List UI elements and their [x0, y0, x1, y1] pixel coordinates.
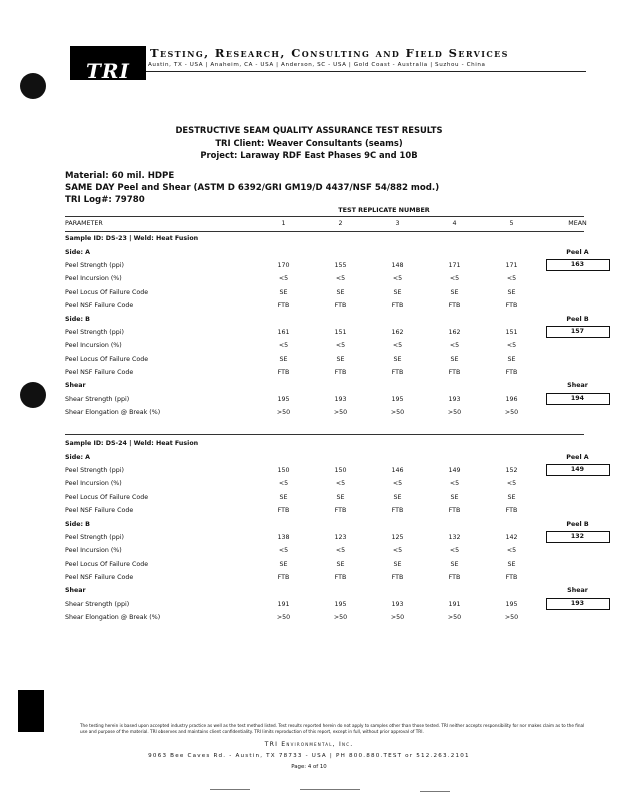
footer-page: Page: 4 of 10: [291, 764, 327, 770]
section-label: Side: B: [65, 520, 90, 528]
section-label: Shear: [65, 382, 86, 390]
tri-logo-text: TRI: [86, 59, 130, 83]
company-locations: Austin, TX - USA | Anaheim, CA - USA | Anderson, SC - USA | Gold Coast - Australia | Suzhou - China: [148, 62, 486, 68]
mean-label: Shear: [567, 587, 588, 595]
col-rep-1: 1: [281, 220, 286, 228]
mean-label: Peel A: [566, 248, 589, 256]
table-row: Peel Locus Of Failure Code SE SE SE SE SE: [65, 560, 516, 568]
section-label: Side: A: [65, 248, 91, 256]
table-row: Peel Incursion (%) <5 <5 <5 <5 <5: [65, 342, 517, 350]
table-row: Peel Strength (ppi) 138 123 125 132 142 132: [65, 531, 615, 544]
table-row: Peel Incursion (%) <5 <5 <5 <5 <5: [65, 547, 517, 555]
company-title: Testing, Research, Consulting and Field Services: [150, 46, 509, 60]
table-row: Peel Locus Of Failure Code SE SE SE SE SE: [65, 288, 516, 296]
replicate-header: TEST REPLICATE NUMBER: [338, 206, 430, 214]
table-row: Peel Strength (ppi) 170 155 148 171 171 163: [65, 259, 615, 272]
sample-table-ds24: [65, 437, 615, 624]
sample-divider: [65, 434, 584, 435]
method-line: SAME DAY Peel and Shear (ASTM D 6392/GRI GM19/D 4437/NSF 54/882 mod.): [65, 183, 440, 193]
mean-label: Peel B: [566, 520, 589, 528]
sample-label: Sample ID: DS-23 | Weld: Heat Fusion: [65, 235, 199, 243]
col-rep-2: 2: [338, 220, 343, 228]
section-label: Side: B: [65, 315, 90, 323]
sample-table-ds23: [65, 232, 615, 419]
punch-hole-top: [20, 73, 46, 99]
disclaimer: The testing herein is based upon accepted industry practice as well as the test method listed. Test results reported herein do not apply to samples other than those tested. TRI neither accepts responsibility for nor makes claim as to the final use and purpose of the material. TRI observes and maintains client confidentiality. TRI limits reproduction of this report, except in full, without prior approval of TRI.: [80, 723, 585, 734]
mean-label: Shear: [567, 382, 588, 390]
col-parameter: PARAMETER: [65, 220, 103, 228]
mean-value-box: 163: [546, 259, 610, 271]
table-row: Peel Locus Of Failure Code SE SE SE SE SE: [65, 355, 516, 363]
report-title: [0, 124, 618, 162]
table-row: Shear Strength (ppi) 191 195 193 191 195 193: [65, 598, 615, 611]
col-mean: MEAN: [568, 220, 587, 228]
table-row: Shear Strength (ppi) 195 193 195 193 196 194: [65, 393, 615, 406]
scan-fragment: [210, 789, 250, 790]
col-rep-5: 5: [509, 220, 514, 228]
table-row: Shear Elongation @ Break (%) >50 >50 >50 >50 >50: [65, 409, 519, 417]
table-row: Peel Locus Of Failure Code SE SE SE SE SE: [65, 493, 516, 501]
table-header: [65, 217, 615, 230]
material-info: [65, 170, 439, 206]
punch-hole-middle: [20, 382, 46, 408]
table-row: Peel Strength (ppi) 150 150 146 149 152 149: [65, 464, 615, 477]
report-title-line1: DESTRUCTIVE SEAM QUALITY ASSURANCE TEST RESULTS: [175, 125, 443, 135]
table-row: Peel NSF Failure Code FTB FTB FTB FTB FTB: [65, 369, 518, 377]
scan-artifact-bar: [18, 690, 44, 732]
mean-value-box: 132: [546, 531, 610, 543]
table-row: Peel Strength (ppi) 161 151 162 162 151 157: [65, 326, 615, 339]
mean-value-box: 193: [546, 598, 610, 610]
sample-label: Sample ID: DS-24 | Weld: Heat Fusion: [65, 440, 199, 448]
material-line: Material: 60 mil. HDPE: [65, 171, 175, 181]
mean-label: Peel B: [566, 315, 589, 323]
footer-company: TRI Environmental, Inc.: [264, 741, 354, 748]
log-line: TRI Log#: 79780: [65, 195, 145, 205]
mean-value-box: 194: [546, 393, 610, 405]
section-label: Side: A: [65, 453, 91, 461]
tri-logo: [70, 46, 146, 83]
col-rep-3: 3: [395, 220, 400, 228]
section-label: Shear: [65, 587, 86, 595]
header-rule: [146, 71, 586, 72]
footer-address: 9063 Bee Caves Rd. - Austin, TX 78733 - USA | PH 800.880.TEST or 512.263.2101: [148, 753, 470, 759]
table-row: Peel NSF Failure Code FTB FTB FTB FTB FTB: [65, 507, 518, 515]
letterhead: [70, 44, 588, 83]
table-row: Peel Incursion (%) <5 <5 <5 <5 <5: [65, 480, 517, 488]
table-row: Peel NSF Failure Code FTB FTB FTB FTB FTB: [65, 574, 518, 582]
scan-fragment: [300, 789, 360, 790]
col-rep-4: 4: [452, 220, 457, 228]
mean-label: Peel A: [566, 453, 589, 461]
report-client-line: TRI Client: Weaver Consultants (seams): [215, 137, 403, 148]
mean-value-box: 157: [546, 326, 610, 338]
table-row: Peel NSF Failure Code FTB FTB FTB FTB FTB: [65, 302, 518, 310]
mean-value-box: 149: [546, 464, 610, 476]
table-row: Peel Incursion (%) <5 <5 <5 <5 <5: [65, 275, 517, 283]
table-row: Shear Elongation @ Break (%) >50 >50 >50 >50 >50: [65, 614, 519, 622]
report-project-line: Project: Laraway RDF East Phases 9C and 10B: [200, 150, 418, 160]
scan-fragment: [420, 791, 450, 792]
